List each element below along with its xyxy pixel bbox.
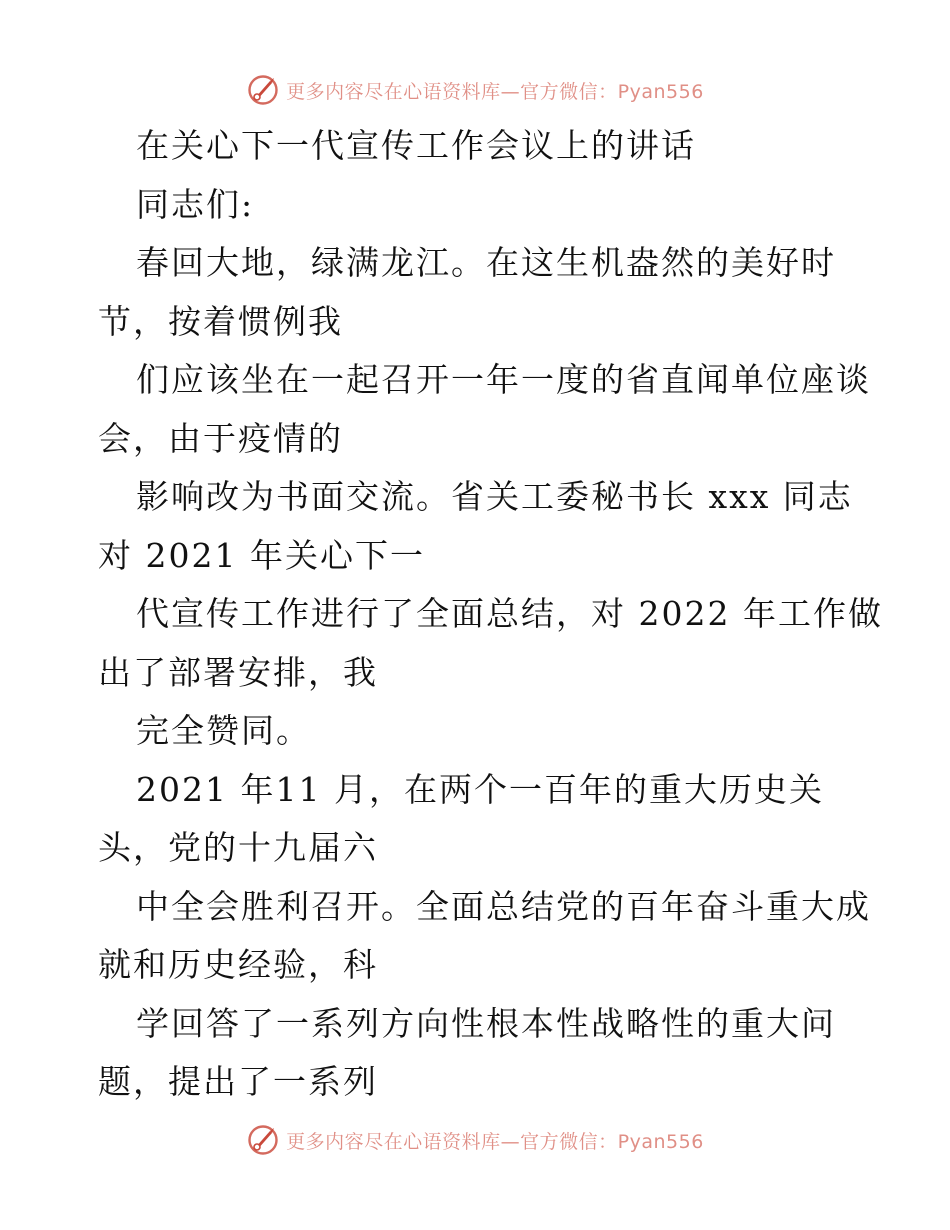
paragraph-line: 题，提出了一系列	[98, 1062, 378, 1101]
paragraph-line: 影响改为书面交流。省关工委秘书长 xxx 同志	[136, 477, 853, 516]
watermark-text: 更多内容尽在心语资料库—官方微信：Pyan556	[286, 1130, 704, 1153]
document-body	[98, 117, 883, 1112]
watermark-text: 更多内容尽在心语资料库—官方微信：Pyan556	[286, 80, 704, 103]
paragraph-line: 代宣传工作进行了全面总结，对 2022 年工作做	[136, 594, 883, 633]
footer-watermark	[0, 1120, 950, 1160]
paragraph-line: 会，由于疫情的	[98, 418, 343, 458]
paragraph-line: 节，按着惯例我	[98, 301, 343, 341]
paragraph-line: 们应该坐在一起召开一年一度的省直闻单位座谈	[136, 360, 871, 399]
quill-seal-icon	[246, 1123, 280, 1157]
paragraph-line: 2021 年11 月，在两个一百年的重大历史关	[136, 769, 824, 809]
paragraph-line: 春回大地，绿满龙江。在这生机盎然的美好时	[136, 243, 836, 282]
paragraph-line: 对 2021 年关心下一	[98, 535, 425, 575]
paragraph-line: 学回答了一系列方向性根本性战略性的重大问	[136, 1003, 836, 1043]
paragraph-line: 就和历史经验，科	[98, 945, 378, 984]
document-title: 在关心下一代宣传工作会议上的讲话	[136, 126, 696, 165]
paragraph-line: 头，党的十九届六	[98, 828, 378, 867]
paragraph-line: 完全赞同。	[136, 711, 311, 750]
paragraph-line: 中全会胜利召开。全面总结党的百年奋斗重大成	[136, 886, 871, 926]
paragraph-line: 出了部署安排，我	[98, 652, 378, 692]
header-watermark	[0, 70, 950, 110]
quill-seal-icon	[246, 73, 280, 107]
salutation: 同志们:	[136, 184, 255, 224]
